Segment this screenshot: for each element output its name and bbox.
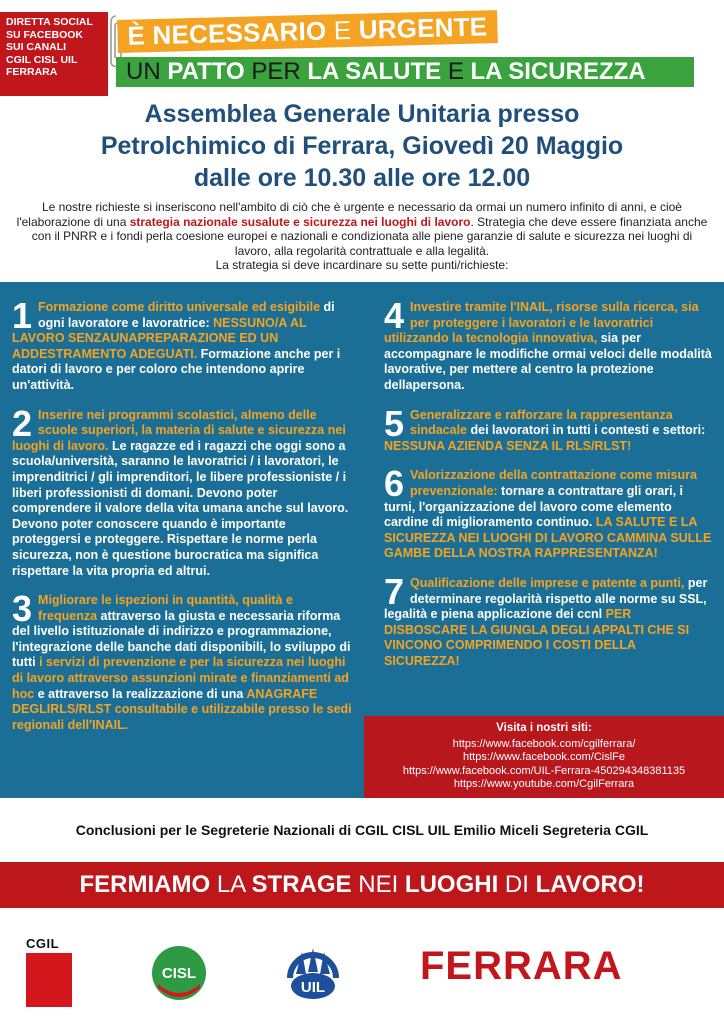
site-link-uil-facebook[interactable]: https://www.facebook.com/UIL-Ferrara-450294348381135 (402, 764, 686, 777)
intro-text-start: Le nostre richieste si inseriscono nell'ambito di ciò che è urgente e necessario da ormai un numero infinito di anni, e cioè l'elaborazione di una (16, 200, 682, 229)
logos-row (0, 930, 724, 1020)
slogan-bar (0, 862, 724, 908)
social-line: SU FACEBOOK (6, 28, 84, 41)
demands-column-left (12, 295, 352, 747)
slogan-word: LAVORO! (535, 871, 645, 898)
demand-item-1 (12, 295, 352, 394)
demand-highlight: Generalizzare e rafforzare la rappresentanza sindacale (410, 407, 673, 438)
cgil-logo-square (26, 953, 72, 1007)
headline-e: E (325, 14, 360, 46)
demand-text: e attraverso la realizzazione di una (34, 686, 247, 701)
demand-highlight: NESSUNO/A AL LAVORO SENZAUNAPREPARAZIONE ED UN ADDESTRAMENTO ADEGUATI. (12, 315, 307, 361)
demand-text: sia per accompagnare le modifiche ormai veloci delle modalità lavorative, per mettere al centro la protezione dellapersona. (384, 331, 712, 392)
slogan-word: LUOGHI (404, 871, 499, 898)
demand-highlight: Migliorare le ispezioni in quantità, qualità e frequenza (38, 593, 293, 623)
social-line: DIRETTA SOCIAL (6, 16, 93, 28)
demand-number: 3 (12, 588, 33, 630)
demand-number: 4 (384, 295, 405, 336)
demand-highlight: NESSUNA AZIENDA SENZA IL RLS/RLST! (384, 438, 632, 453)
demand-item-4 (384, 295, 714, 394)
title-line: dalle ore 10.30 alle ore 12.00 (193, 164, 531, 192)
headline-word: E (441, 58, 471, 85)
demand-highlight: LA SALUTE E LA SICUREZZA NEI LUOGHI DI LAVORO CAMMINA SULLE GAMBE DELLA NOSTRA RAPPRESENTANZA! (384, 515, 712, 561)
headline-necessario: È NECESSARIO (127, 15, 327, 51)
slogan-word: NEI (351, 871, 405, 898)
headline-urgente: URGENTE (358, 11, 488, 45)
cgil-logo (26, 936, 74, 1016)
slogan-word: DI (498, 871, 536, 898)
demand-highlight: PER DISBOSCARE LA GIUNGLA DEGLI APPALTI CHE SI VINCONO COMPRIMENDO I COSTI DELLA SICUREZZA! (384, 607, 690, 668)
title-line: Assemblea Generale Unitaria presso (144, 100, 580, 128)
demand-text: Formazione anche per i datori di lavoro e per coloro che intendono aprire un'attività. (12, 346, 341, 392)
site-link-cisl-facebook[interactable]: https://www.facebook.com/CislFe (462, 751, 625, 763)
demand-highlight: Inserire nei programmi scolastici, almeno delle scuole superiori, la materia di salute e sicurezza nei luoghi di lavoro. (12, 407, 346, 453)
intro-strategy-highlight: strategia nazionale susalute e sicurezza nei luoghi di lavoro (129, 214, 471, 229)
title-line: Petrolchimico di Ferrara, Giovedì 20 Maggio (100, 132, 624, 160)
demand-text: per determinare regolarità rispetto alle norme su SSL, legalità e piena applicazione dei ccnl (384, 575, 708, 622)
cisl-logo (150, 944, 208, 1002)
demand-item-5 (384, 402, 714, 455)
headline (116, 11, 706, 87)
demand-highlight: Investire tramite l'INAIL, risorse sulla ricerca, sia per proteggere i lavoratori e le lavoratrici utilizzando la tecnologia innovativa, (384, 300, 699, 346)
social-line: SUI CANALI (6, 41, 67, 53)
demand-text: tornare a contrattare gli orari, i turni, l'organizzazione del lavoro come elemento cardine di miglioramento continuo. (384, 483, 684, 530)
intro-paragraph (14, 200, 710, 273)
demand-number: 7 (384, 570, 405, 612)
sites-box (364, 716, 724, 798)
intro-text (14, 200, 710, 258)
headline-word: SICUREZZA (508, 58, 646, 85)
site-link-cgil-facebook[interactable]: https://www.facebook.com/cgilferrara/ (452, 737, 636, 750)
headline-line-2 (116, 57, 694, 87)
demand-highlight: ANAGRAFE DEGLIRLS/RLST consultabile e utilizzabile presso le sedi regionali dell'INAIL. (12, 686, 352, 732)
headline-word: LA (307, 58, 346, 85)
headline-word: PER (244, 58, 308, 85)
demand-number: 2 (12, 402, 33, 444)
uil-logo (284, 944, 342, 1004)
social-line: CGIL CISL UIL (6, 53, 78, 66)
slogan-word: STRAGE (251, 871, 352, 898)
demand-item-3 (12, 588, 352, 733)
headline-word: LA (470, 58, 509, 85)
demands-column-right (384, 295, 714, 683)
demand-text: Le ragazze ed i ragazzi che oggi sono a scuola/università, saranno le lavoratrici / i lavoratori, le imprenditrici / gli imprenditori, le libere professioniste / i liberi professionisti di domani. Devono poter comprendere il valore della vita umana anche sul lavoro. Devono poter conoscere quando è importante proteggersi e proteggere. Rispettare le norme perla sicurezza, non è questione burocratica ma significa rispettare la vita propria ed altrui. (12, 438, 349, 578)
headline-word: UN (126, 58, 168, 85)
uil-logo-text: UIL (300, 979, 326, 996)
demand-number: 1 (12, 295, 33, 336)
slogan-word: FERMIAMO (79, 871, 211, 898)
intro-text-end: . Strategia che deve essere finanziata anche con il PNRR e i fondi perla coesione europei e nazionali e condizionata alle piene garanzie di salute e sicurezza nei luoghi di lavoro, alla regolarità contrattuale e alla legalità. (31, 214, 708, 258)
social-line: FERRARA (6, 66, 58, 78)
ferrara-wordmark: FERRARA (420, 944, 623, 988)
sites-title: Visita i nostri siti: (496, 722, 592, 734)
demand-highlight: i servizi di prevenzione e per la sicurezza nei luoghi di lavoro attraverso assunzioni mirate e finanziamenti ad hoc (12, 655, 349, 701)
headline-word: SALUTE (345, 58, 442, 85)
social-live-box (0, 12, 108, 96)
intro-points-lead: La strategia si deve incardinare su sette punti/richieste: (215, 258, 509, 272)
demand-text: di ogni lavoratore e lavoratrice: (38, 300, 335, 330)
site-link-youtube[interactable]: https://www.youtube.com/CgilFerrara (453, 778, 635, 790)
headline-word: PATTO (167, 58, 245, 85)
demand-number: 6 (384, 463, 405, 505)
demand-item-6 (384, 463, 714, 562)
cgil-logo-text: CGIL (26, 936, 60, 951)
demand-item-7 (384, 570, 714, 670)
demand-text: attraverso la giusta e necessaria riforma del livello istituzionale di indirizzo e programmazione, l'integrazione delle banche dati disponibili, lo sviluppo di tutti (12, 608, 351, 670)
page-title (0, 98, 724, 194)
demand-highlight: Qualificazione delle imprese e patente a punti, (410, 575, 685, 590)
cisl-logo-text: CISL (161, 965, 197, 982)
demand-highlight: Valorizzazione della contrattazione come misura prevenzionale: (410, 468, 697, 498)
demand-highlight: Formazione come diritto universale ed esigibile (38, 300, 321, 314)
headline-line-1 (117, 10, 498, 53)
demand-number: 5 (384, 402, 405, 444)
demand-item-2 (12, 402, 352, 580)
demand-text: dei lavoratori in tutti i contesti e settori: (467, 423, 706, 438)
conclusions-text: Conclusioni per le Segreterie Nazionali di CGIL CISL UIL Emilio Miceli Segreteria CGIL (75, 822, 649, 838)
slogan-word: LA (210, 871, 252, 898)
